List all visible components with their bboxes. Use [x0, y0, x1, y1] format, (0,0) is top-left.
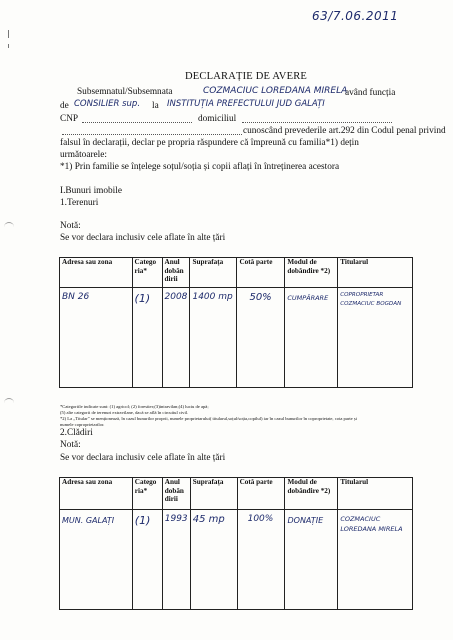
binder-hole — [4, 222, 14, 229]
table-cell: 45 mp — [190, 510, 237, 610]
table-cell: BN 26 — [60, 288, 133, 388]
falsul-text: falsul în declarații, declar pe propria răspundere că împreună cu familia*1) dețin — [60, 138, 359, 148]
col-header: Suprafața — [190, 478, 237, 510]
land-table — [59, 257, 413, 388]
table-cell: 50% — [237, 288, 285, 388]
section-heading-imobile: I.Bunuri imobile — [60, 186, 122, 196]
institution-value: INSTITUȚIA PREFECTULUI JUD GALAȚI — [167, 99, 325, 109]
declarant-name: COZMACIUC LOREDANA MIRELA — [203, 86, 348, 96]
footnote-3: *2) La „Titular” se menționează, în cazul bunurilor proprii, numele proprietarului( titularul,soțul/soția,copilul) iar în cazul bunurilor în coproprietate, cota parte și — [60, 416, 357, 421]
col-header: Cotă parte — [237, 478, 285, 510]
subsemnatul-label: Subsemnatul/Subsemnata — [77, 87, 173, 97]
table-cell: COZMACIUC LOREDANA MIRELA — [338, 510, 413, 610]
col-header: Modul de dobândire *2) — [285, 478, 338, 510]
table-row — [60, 510, 413, 610]
page-title: DECLARAȚIE DE AVERE — [185, 71, 308, 82]
margin-mark — [8, 30, 9, 38]
de-label: de — [60, 101, 69, 111]
table-cell: (1) — [132, 510, 162, 610]
address-redacted — [242, 122, 392, 123]
table-cell: 100% — [237, 510, 285, 610]
col-header: Adresa sau zona — [60, 258, 133, 288]
table-cell: 1993 — [162, 510, 190, 610]
function-value: CONSILIER sup. — [74, 99, 141, 109]
table-header-row — [60, 258, 413, 288]
footnote-1: *Categoriile indicate sunt: (1) agricol; (2) forestier;(3)intravilan;(4) luciu de apă; — [60, 404, 209, 409]
table-cell: (1) — [132, 288, 162, 388]
urmatoarele-text: următoarele: — [60, 150, 107, 160]
buildings-table — [59, 477, 413, 610]
subsection-terenuri: 1.Terenuri — [60, 198, 99, 208]
footnote-2: (5) alte categorii de terenuri extravilane, dacă se află în circuitul civil. — [60, 410, 189, 415]
subsection-cladiri: 2.Clădiri — [60, 428, 93, 438]
col-header: Anul dobân dirii — [162, 258, 190, 288]
col-header: Titularul — [338, 478, 413, 510]
table-cell: 1400 mp — [190, 288, 237, 388]
nota-text: Se vor declara inclusiv cele aflate în alte țări — [60, 233, 226, 243]
col-header: Catego ria* — [132, 478, 162, 510]
domiciliul-label: domiciliul — [198, 114, 237, 124]
margin-mark — [8, 44, 9, 48]
la-label: la — [152, 101, 159, 111]
table-cell: MUN. GALAȚI — [60, 510, 133, 610]
avand-functia-label: având funcția — [345, 88, 396, 98]
table-header-row — [60, 478, 413, 510]
nota-label-2: Notă: — [60, 440, 81, 450]
col-header: Cotă parte — [237, 258, 285, 288]
col-header: Modul de dobândire *2) — [285, 258, 338, 288]
col-header: Suprafața — [190, 258, 237, 288]
registration-stamp: 63/7.06.2011 — [312, 9, 399, 23]
address-redacted-2 — [62, 134, 242, 135]
nota-text-2: Se vor declara inclusiv cele aflate în alte țări — [60, 453, 226, 463]
nota-label: Notă: — [60, 221, 81, 231]
table-cell: CUMPĂRARE — [285, 288, 338, 388]
family-note: *1) Prin familie se înțelege soțul/soția și copii aflați în întreținerea acestora — [60, 162, 340, 172]
col-header: Catego ria* — [132, 258, 162, 288]
col-header: Adresa sau zona — [60, 478, 133, 510]
cnp-redacted — [82, 122, 192, 123]
col-header: Anul dobân dirii — [162, 478, 190, 510]
binder-hole — [4, 398, 14, 405]
footnote-4: numele coproprietarilor. — [60, 422, 105, 427]
table-cell: COPROPRIETAR COZMACIUC BOGDAN — [338, 288, 413, 388]
table-cell: 2008 — [162, 288, 190, 388]
cnp-label: CNP — [60, 114, 79, 124]
col-header: Titularul — [338, 258, 413, 288]
table-cell: DONAȚIE — [285, 510, 338, 610]
cunoscand-text: cunoscând prevederile art.292 din Codul penal privind — [243, 126, 446, 136]
table-row — [60, 288, 413, 388]
